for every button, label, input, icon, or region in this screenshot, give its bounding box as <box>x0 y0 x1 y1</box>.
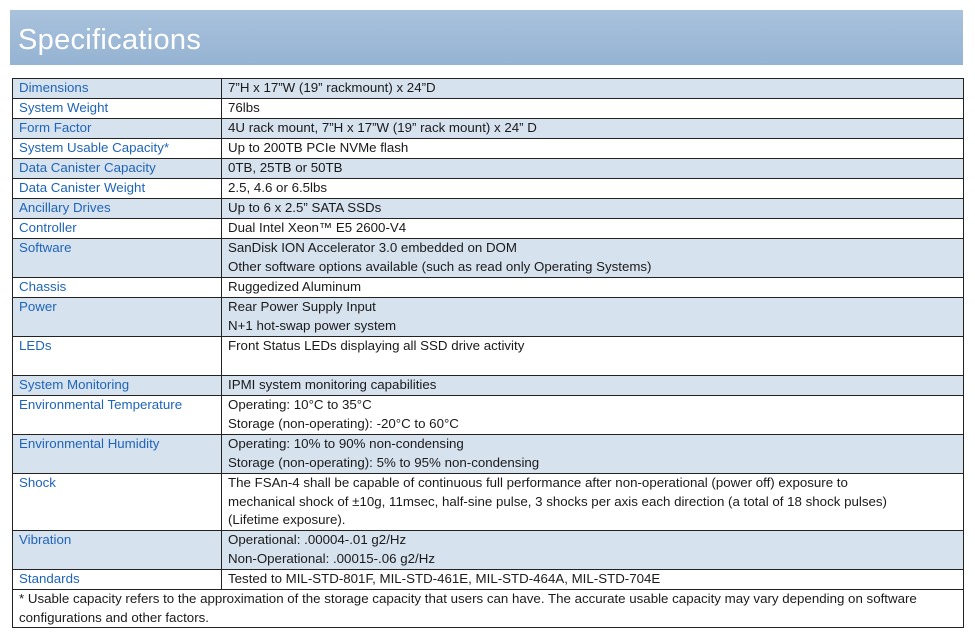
spec-value <box>222 376 964 396</box>
spec-value-line: 0TB, 25TB or 50TB <box>228 160 343 175</box>
spec-value <box>222 474 964 531</box>
spec-value <box>222 199 964 219</box>
spec-value <box>222 396 964 435</box>
spec-value-line: IPMI system monitoring capabilities <box>228 377 437 392</box>
spec-label: Power <box>13 298 222 337</box>
spec-value <box>222 179 964 199</box>
spec-label: Vibration <box>13 531 222 570</box>
spec-row <box>13 396 964 435</box>
spec-value <box>222 337 964 376</box>
spec-label: System Usable Capacity* <box>13 139 222 159</box>
spec-row <box>13 99 964 119</box>
spec-label: Ancillary Drives <box>13 199 222 219</box>
spec-value <box>222 139 964 159</box>
spec-value-line: Front Status LEDs displaying all SSD drive activity <box>228 338 525 353</box>
spec-value-line: 7”H x 17”W (19” rackmount) x 24”D <box>228 80 436 95</box>
spec-label: Environmental Humidity <box>13 435 222 474</box>
spec-value-line: 2.5, 4.6 or 6.5lbs <box>228 180 328 195</box>
spec-row <box>13 337 964 376</box>
spec-value-line: Storage (non-operating): 5% to 95% non-condensing <box>228 454 540 470</box>
specifications-table <box>12 78 964 628</box>
spec-value-line: Operating: 10°C to 35°C <box>228 397 372 412</box>
spec-label: LEDs <box>13 337 222 376</box>
page-title: Specifications <box>18 24 202 56</box>
spec-value-line: N+1 hot-swap power system <box>228 317 397 333</box>
spec-value-line: Ruggedized Aluminum <box>228 279 362 294</box>
spec-value <box>222 99 964 119</box>
spec-label: Chassis <box>13 278 222 298</box>
spec-value <box>222 79 964 99</box>
spec-label: System Weight <box>13 99 222 119</box>
footnote-row <box>13 590 964 628</box>
spec-row <box>13 159 964 179</box>
spec-value-line: Operating: 10% to 90% non-condensing <box>228 436 464 451</box>
spec-label: Environmental Temperature <box>13 396 222 435</box>
spec-value-line: Up to 200TB PCIe NVMe flash <box>228 140 409 155</box>
spec-label: Software <box>13 239 222 278</box>
spec-value <box>222 435 964 474</box>
spec-label: Shock <box>13 474 222 531</box>
spec-value-line: The FSAn-4 shall be capable of continuous full performance after non-operational (power off) exposure to <box>228 475 848 490</box>
spec-value <box>222 239 964 278</box>
spec-value-line: Tested to MIL-STD-801F, MIL-STD-461E, MIL-STD-464A, MIL-STD-704E <box>228 571 661 586</box>
spec-row <box>13 179 964 199</box>
spec-row <box>13 199 964 219</box>
spec-value-line: SanDisk ION Accelerator 3.0 embedded on DOM <box>228 240 517 255</box>
spec-label: Dimensions <box>13 79 222 99</box>
spec-label: System Monitoring <box>13 376 222 396</box>
spec-value-line: Non-Operational: .00015-.06 g2/Hz <box>228 550 435 566</box>
spec-value <box>222 298 964 337</box>
spec-row <box>13 239 964 278</box>
spec-row <box>13 570 964 590</box>
spec-value-line: 76lbs <box>228 100 260 115</box>
spec-value-line: Rear Power Supply Input <box>228 299 376 314</box>
spec-row <box>13 278 964 298</box>
spec-value-line: Dual Intel Xeon™ E5 2600-V4 <box>228 220 407 235</box>
spec-label: Standards <box>13 570 222 590</box>
spec-value-line: mechanical shock of ±10g, 11msec, half-sine pulse, 3 shocks per axis each direction (a total of 18 shock pulses) <box>228 493 887 509</box>
spec-row <box>13 298 964 337</box>
spec-value-line: 4U rack mount, 7”H x 17”W (19” rack mount) x 24” D <box>228 120 537 135</box>
spec-value-line: Other software options available (such as read only Operating Systems) <box>228 258 652 274</box>
header-spacer <box>10 65 963 77</box>
spec-value <box>222 278 964 298</box>
spec-row <box>13 79 964 99</box>
spec-value-line: (Lifetime exposure). <box>228 512 346 527</box>
spec-value <box>222 159 964 179</box>
specifications-header <box>10 10 963 65</box>
spec-label: Data Canister Weight <box>13 179 222 199</box>
spec-value <box>222 119 964 139</box>
spec-row <box>13 531 964 570</box>
spec-value <box>222 531 964 570</box>
spec-row <box>13 139 964 159</box>
spec-label: Controller <box>13 219 222 239</box>
spec-value-line: Operational: .00004-.01 g2/Hz <box>228 532 407 547</box>
spec-value-line: Up to 6 x 2.5” SATA SSDs <box>228 200 382 215</box>
spec-row <box>13 474 964 531</box>
spec-row <box>13 435 964 474</box>
spec-label: Data Canister Capacity <box>13 159 222 179</box>
spec-label: Form Factor <box>13 119 222 139</box>
spec-row <box>13 119 964 139</box>
spec-row <box>13 219 964 239</box>
footnote-text: * Usable capacity refers to the approximation of the storage capacity that users can have. The accurate usable capacity may vary depending on software configurations and other factors. <box>13 590 964 628</box>
spec-value-line: Storage (non-operating): -20°C to 60°C <box>228 415 459 431</box>
spec-row <box>13 376 964 396</box>
spec-value <box>222 219 964 239</box>
spec-value <box>222 570 964 590</box>
